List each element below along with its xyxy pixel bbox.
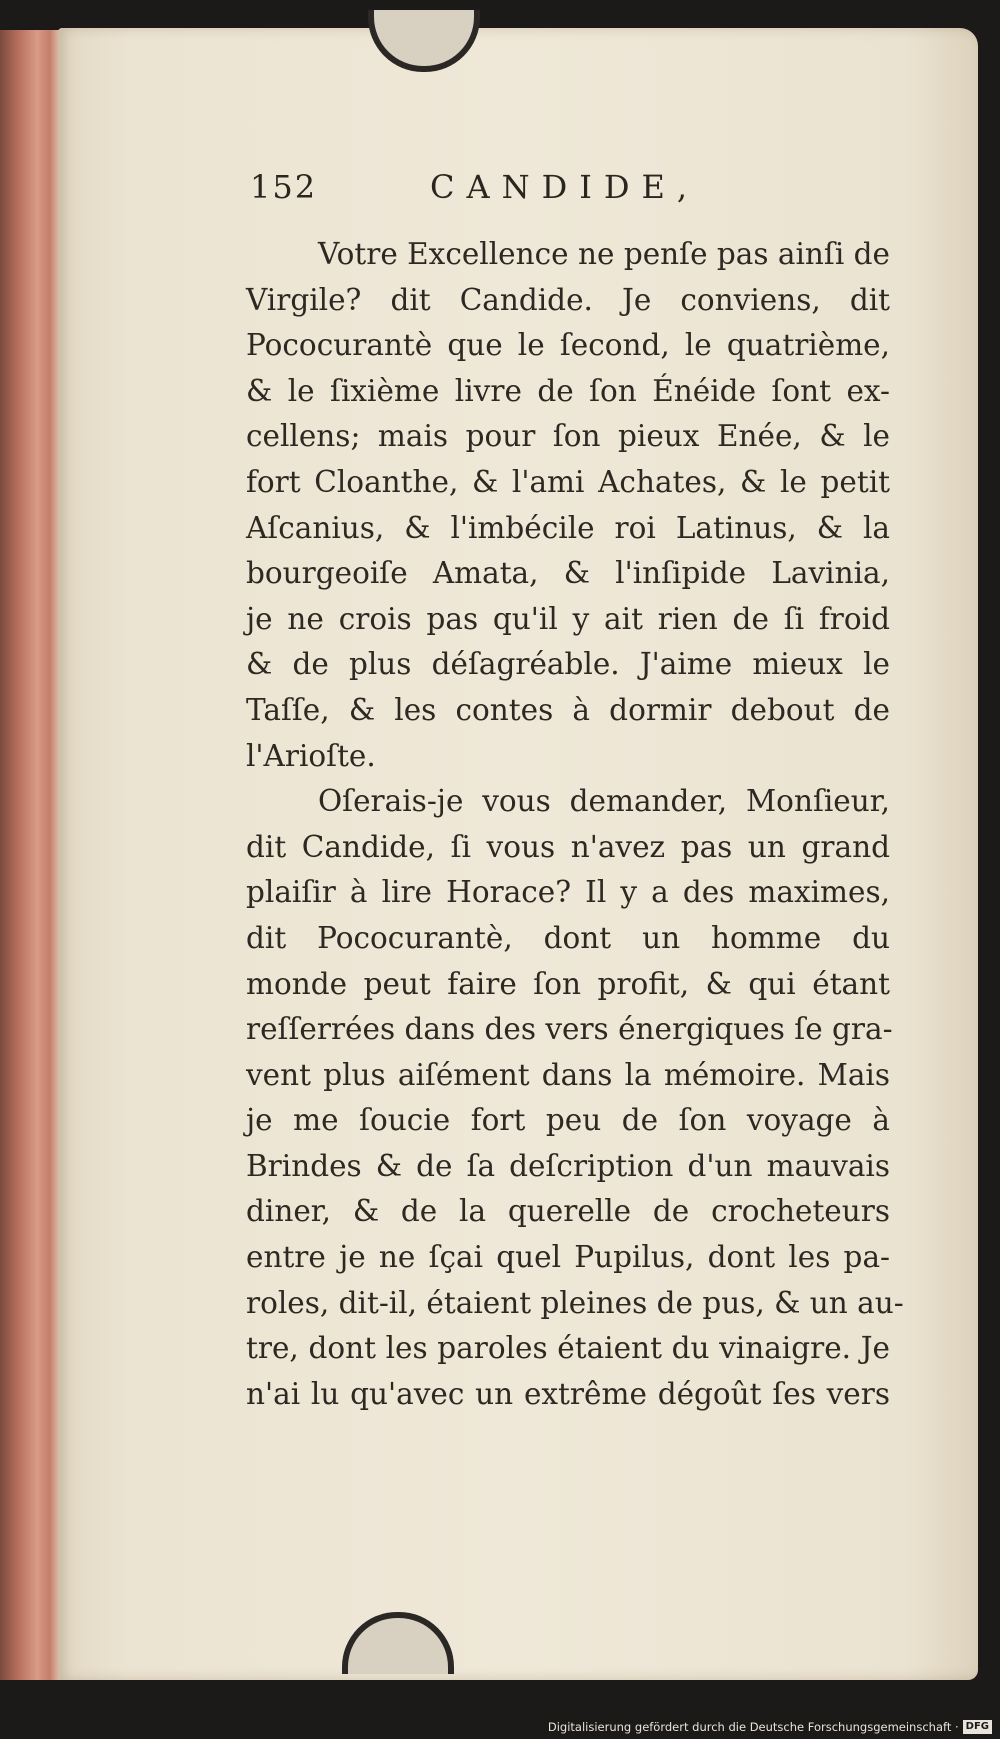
- text-line: diner, & de la querelle de crocheteurs: [246, 1194, 890, 1229]
- text-line: je ne crois pas qu'il y ait rien de ſi froid: [246, 601, 890, 636]
- text-line: fort Cloanthe, & l'ami Achates, & le petit: [246, 464, 890, 499]
- text-line: bourgeoiſe Amata, & l'inſipide Lavinia,: [246, 556, 890, 591]
- text-line: cellens; mais pour ſon pieux Enée, & le: [246, 419, 890, 454]
- text-line: Pococurantè que le ſecond, le quatrième,: [246, 328, 890, 363]
- page-header: [250, 168, 710, 218]
- text-line: monde peut faire ſon profit, & qui étant: [246, 966, 890, 1001]
- text-line: Oſerais-je vous demander, Monſieur,: [318, 784, 890, 819]
- text-line: roles, dit-il, étaient pleines de pus, & un au-: [246, 1285, 904, 1320]
- book-edge: [0, 30, 62, 1680]
- body-text: [246, 232, 904, 1417]
- text-line: & le ſixième livre de ſon Énéide ſont ex-: [246, 373, 890, 408]
- text-line: dit Pococurantè, dont un homme du: [246, 920, 890, 955]
- dfg-logo: DFG: [963, 1720, 992, 1734]
- text-line: Aſcanius, & l'imbécile roi Latinus, & la: [246, 510, 890, 545]
- text-line: vent plus aiſément dans la mémoire. Mais: [246, 1057, 890, 1092]
- text-line: Votre Excellence ne penſe pas ainſi de: [318, 237, 890, 271]
- text-line: reſſerrées dans des vers énergiques ſe gra-: [246, 1012, 893, 1047]
- running-title: CANDIDE,: [430, 168, 700, 206]
- text-line: tre, dont les paroles étaient du vinaigre. Je: [246, 1331, 890, 1366]
- text-line: entre je ne ſçai quel Pupilus, dont les pa-: [246, 1240, 890, 1275]
- text-line: n'ai lu qu'avec un extrême dégoût ſes vers: [246, 1376, 890, 1411]
- footer-credit: [548, 1720, 992, 1734]
- text-line: Taſſe, & les contes à dormir debout de: [246, 692, 890, 727]
- text-line: dit Candide, ſi vous n'avez pas un grand: [246, 829, 890, 864]
- text-line: plaiſir à lire Horace? Il y a des maximes,: [246, 875, 890, 910]
- text-line: Brindes & de ſa deſcription d'un mauvais: [246, 1148, 890, 1183]
- footer-credit-text: Digitalisierung gefördert durch die Deutsche Forschungsgemeinschaft ·: [547, 1720, 959, 1734]
- text-line: l'Arioſte.: [246, 738, 376, 773]
- page-number: 152: [250, 168, 318, 206]
- text-line: je me ſoucie fort peu de ſon voyage à: [246, 1103, 890, 1138]
- text-line: Virgile? dit Candide. Je conviens, dit: [246, 282, 890, 317]
- text-line: & de plus déſagréable. J'aime mieux le: [246, 647, 890, 682]
